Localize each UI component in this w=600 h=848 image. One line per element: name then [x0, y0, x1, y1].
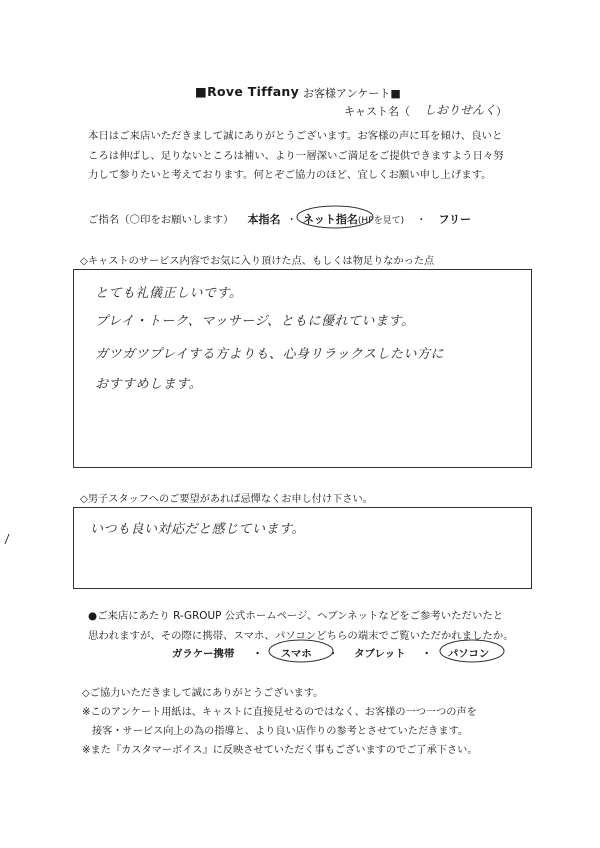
- note-line: ◇ご協力いただきまして誠にありがとうございます。: [82, 688, 324, 699]
- intro-line: 力して参りたいと考えております。何とぞご協力のほど、宜しくお願い申し上げます。: [88, 169, 492, 181]
- cast-name-handwritten: しおりせんく: [424, 103, 497, 117]
- answer-line: プレイ・トーク、マッサージ、ともに優れています。: [95, 314, 415, 329]
- answer-line: いつも良い対応だと感じています。: [90, 522, 305, 537]
- note-line: 接客・サービス向上の為の指導と、より良い店作りの参考とさせていただきます。: [92, 726, 469, 737]
- device-option-pc[interactable]: [448, 645, 489, 660]
- cast-label: [344, 103, 410, 119]
- separator: ・: [421, 648, 432, 660]
- separator: ・: [286, 214, 297, 226]
- cast-label-text: キャスト名（: [344, 105, 410, 118]
- intro-line: ころは伸ばし、足りないところは補い、より一層深いご満足をご提供できますよう日々努: [88, 149, 504, 162]
- separator: ・: [416, 214, 427, 226]
- nomination-row: [88, 211, 471, 227]
- cast-close-paren: ）: [496, 105, 507, 118]
- selection-circle-icon: [295, 203, 375, 231]
- answer-line: ガツガツプレイする方よりも、心身リラックスしたい方に: [95, 347, 445, 362]
- device-option-smartphone-label: スマホ: [280, 648, 312, 660]
- note-line: ※また『カスタマーボイス』に反映させていただく事もございますのでご了承下さい。: [82, 745, 478, 756]
- pen-mark-icon: [3, 533, 11, 545]
- nomination-option-net-note: (HPを見て): [357, 216, 405, 226]
- nomination-label: ご指名（〇印をお願いします）: [88, 214, 234, 226]
- nomination-option-free[interactable]: フリー: [438, 213, 472, 226]
- answer-line: とても礼儀正しいです。: [95, 286, 243, 301]
- question-line: ●ご来店にあたり R-GROUP 公式ホームページ、ヘブンネットなどをご参考いただいたと: [88, 610, 504, 622]
- intro-line: 本日はご来店いただきまして誠にありがとうございます。お客様の声に耳を傾け、良いと: [88, 130, 503, 142]
- device-options-row: [172, 645, 489, 660]
- device-option-tablet[interactable]: タブレット: [354, 648, 406, 660]
- survey-title: お客様アンケート■: [303, 87, 401, 100]
- document-title: ■Rove Tiffany: [195, 84, 300, 99]
- answer-line: おすすめします。: [95, 377, 203, 392]
- separator: ・: [327, 648, 339, 660]
- closing-notes: [82, 684, 542, 760]
- section2-label: ◇男子スタッフへのご要望があれば忌憚なくお申し付け下さい。: [80, 494, 373, 505]
- selection-circle-icon: [267, 637, 337, 665]
- separator: ・: [252, 648, 263, 660]
- device-option-smartphone[interactable]: [281, 645, 312, 660]
- selection-circle-icon: [438, 637, 508, 665]
- section1-label: ◇キャストのサービス内容でお気に入り頂けた点、もしくは物足りなかった点: [80, 256, 435, 267]
- nomination-option-net[interactable]: [303, 211, 358, 227]
- question-line: 思われますが、その際に携帯、スマホ、パソコンどちらの端末でご覧いただかれましたか。: [88, 629, 514, 642]
- intro-paragraph: [88, 127, 528, 186]
- nomination-option-regular[interactable]: 本指名: [247, 213, 281, 226]
- note-line: ※このアンケート用紙は、キャストに直接見せるのではなく、お客様の一つ一つの声を: [82, 707, 477, 718]
- device-option-feature-phone[interactable]: ガラケー携帯: [172, 648, 235, 660]
- nomination-option-net-label: ネット指名: [302, 213, 358, 226]
- device-option-pc-label: パソコン: [447, 648, 490, 660]
